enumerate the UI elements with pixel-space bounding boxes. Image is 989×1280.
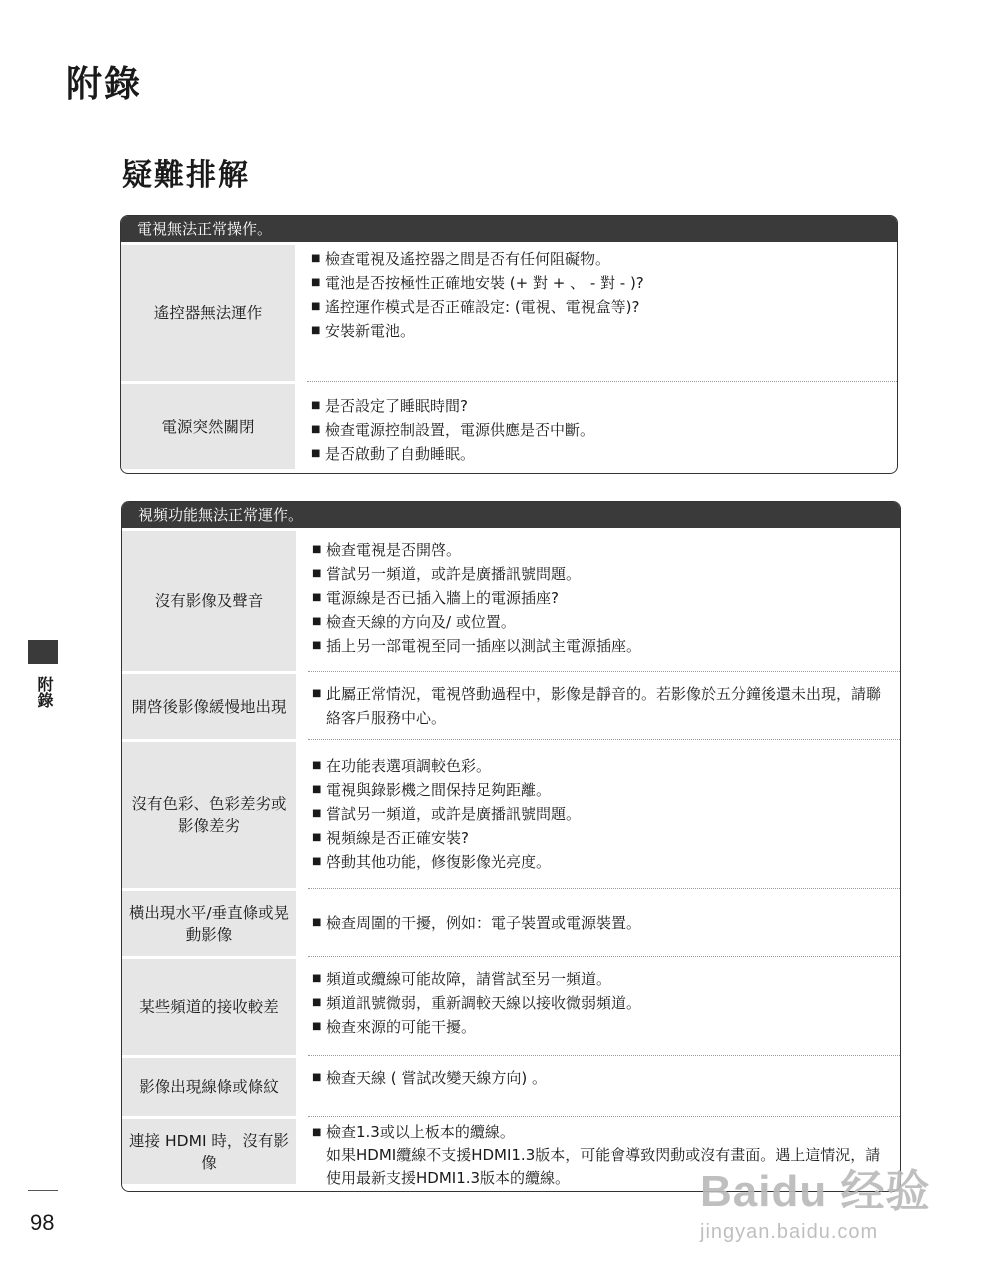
problem-cell: 電源突然關閉	[121, 384, 303, 469]
troubleshooting-table-operation	[120, 215, 898, 474]
section-title: 疑難排解	[122, 158, 250, 193]
page-number: 98	[30, 1210, 55, 1235]
solution-cell	[308, 956, 900, 1055]
solution-cell	[308, 1055, 900, 1116]
problem-text-line: 橫出現水平/垂直條或晃	[128, 903, 290, 922]
solution-item: ■ 電視與錄影機之間保持足夠距離。	[312, 778, 890, 802]
table-row	[122, 956, 900, 1055]
solution-item: ■ 檢查來源的可能干擾。	[312, 1015, 890, 1039]
problem-cell: 某些頻道的接收較差	[122, 959, 304, 1055]
solution-item: ■ 插上另一部電視至同一插座以測試主電源插座。	[312, 634, 890, 658]
watermark-url: jingyan.baidu.com	[700, 1221, 879, 1243]
solution-cell	[307, 242, 897, 381]
problem-cell	[122, 742, 304, 888]
solution-item: ■ 嘗試另一頻道，或許是廣播訊號問題。	[312, 562, 890, 586]
table-header: 電視無法正常操作。	[121, 216, 897, 242]
solution-item: ■ 嘗試另一頻道，或許是廣播訊號問題。	[312, 802, 890, 826]
watermark	[700, 1155, 940, 1250]
solution-item: ■ 在功能表選項調較色彩。	[312, 754, 890, 778]
table-row	[122, 528, 900, 671]
problem-text-line: 沒有色彩、色彩差劣或	[131, 795, 287, 813]
page-number-rule	[28, 1190, 58, 1191]
problem-cell: 遙控器無法運作	[121, 245, 303, 381]
solution-item: ■ 是否啟動了自動睡眠。	[311, 442, 887, 466]
solution-item: ■ 安裝新電池。	[311, 319, 887, 343]
solution-cell	[308, 888, 900, 956]
solution-item: ■ 檢查1.3或以上板本的纜線。	[312, 1121, 890, 1144]
table-row	[121, 242, 897, 381]
solution-continuation: 如果HDMI纜線不支援HDMI1.3版本，可能會導致閃動或沒有畫面。遇上這情況，請使用最新支援HDMI1.3版本的纜線。	[326, 1146, 881, 1187]
solution-item: ■ 檢查電源控制設置，電源供應是否中斷。	[311, 418, 887, 442]
table-header: 視頻功能無法正常運作。	[122, 502, 900, 528]
chapter-side-label: 附錄	[35, 676, 54, 708]
solution-cell	[308, 739, 900, 888]
solution-cell	[308, 671, 900, 739]
solution-item: ■ 啓動其他功能，修復影像光亮度。	[312, 850, 890, 874]
page-title: 附錄	[66, 64, 143, 105]
solution-item: ■ 視頻線是否正確安裝?	[312, 826, 890, 850]
solution-item: ■ 檢查電視是否開啓。	[312, 538, 890, 562]
table-row	[122, 888, 900, 956]
solution-cell	[307, 381, 897, 472]
watermark-brand: Baidu 经验	[700, 1167, 931, 1216]
solution-item: ■ 電池是否按極性正確地安裝 (+ 對 + 、 - 對 - )?	[311, 271, 887, 295]
solution-item: ■ 此屬正常情況，電視啓動過程中，影像是靜音的。若影像於五分鐘後還未出現，請聯絡客戶服務中心。	[312, 682, 890, 730]
solution-item: ■ 檢查周圍的干擾，例如：電子裝置或電源裝置。	[312, 911, 890, 935]
table-row	[121, 381, 897, 472]
solution-item: ■ 遙控運作模式是否正確設定: (電視、電視盒等)?	[311, 295, 887, 319]
solution-item: ■ 電源線是否已插入牆上的電源插座?	[312, 586, 890, 610]
solution-item: ■ 檢查電視及遙控器之間是否有任何阻礙物。	[311, 247, 887, 271]
problem-cell	[122, 891, 304, 956]
solution-item: ■ 是否設定了睡眠時間?	[311, 394, 887, 418]
solution-item: ■ 頻道或纜線可能故障，請嘗試至另一頻道。	[312, 967, 890, 991]
troubleshooting-table-video	[121, 501, 901, 1192]
solution-item: ■ 檢查天線的方向及/ 或位置。	[312, 610, 890, 634]
chapter-tab	[28, 640, 58, 664]
solution-cell	[308, 528, 900, 671]
problem-cell: 影像出現線條或條紋	[122, 1058, 304, 1116]
table-row	[122, 671, 900, 739]
table-row	[122, 1055, 900, 1116]
table-row	[122, 739, 900, 888]
solution-item: ■ 頻道訊號微弱，重新調較天線以接收微弱頻道。	[312, 991, 890, 1015]
problem-cell: 沒有影像及聲音	[122, 531, 304, 671]
problem-text-line: 動影像	[185, 925, 233, 944]
problem-cell: 開啓後影像緩慢地出現	[122, 674, 304, 739]
problem-text-line: 影像差劣	[177, 817, 240, 835]
problem-cell: 連接 HDMI 時，沒有影像	[122, 1119, 304, 1184]
solution-item: ■ 檢查天線 ( 嘗試改變天線方向) 。	[312, 1066, 890, 1090]
